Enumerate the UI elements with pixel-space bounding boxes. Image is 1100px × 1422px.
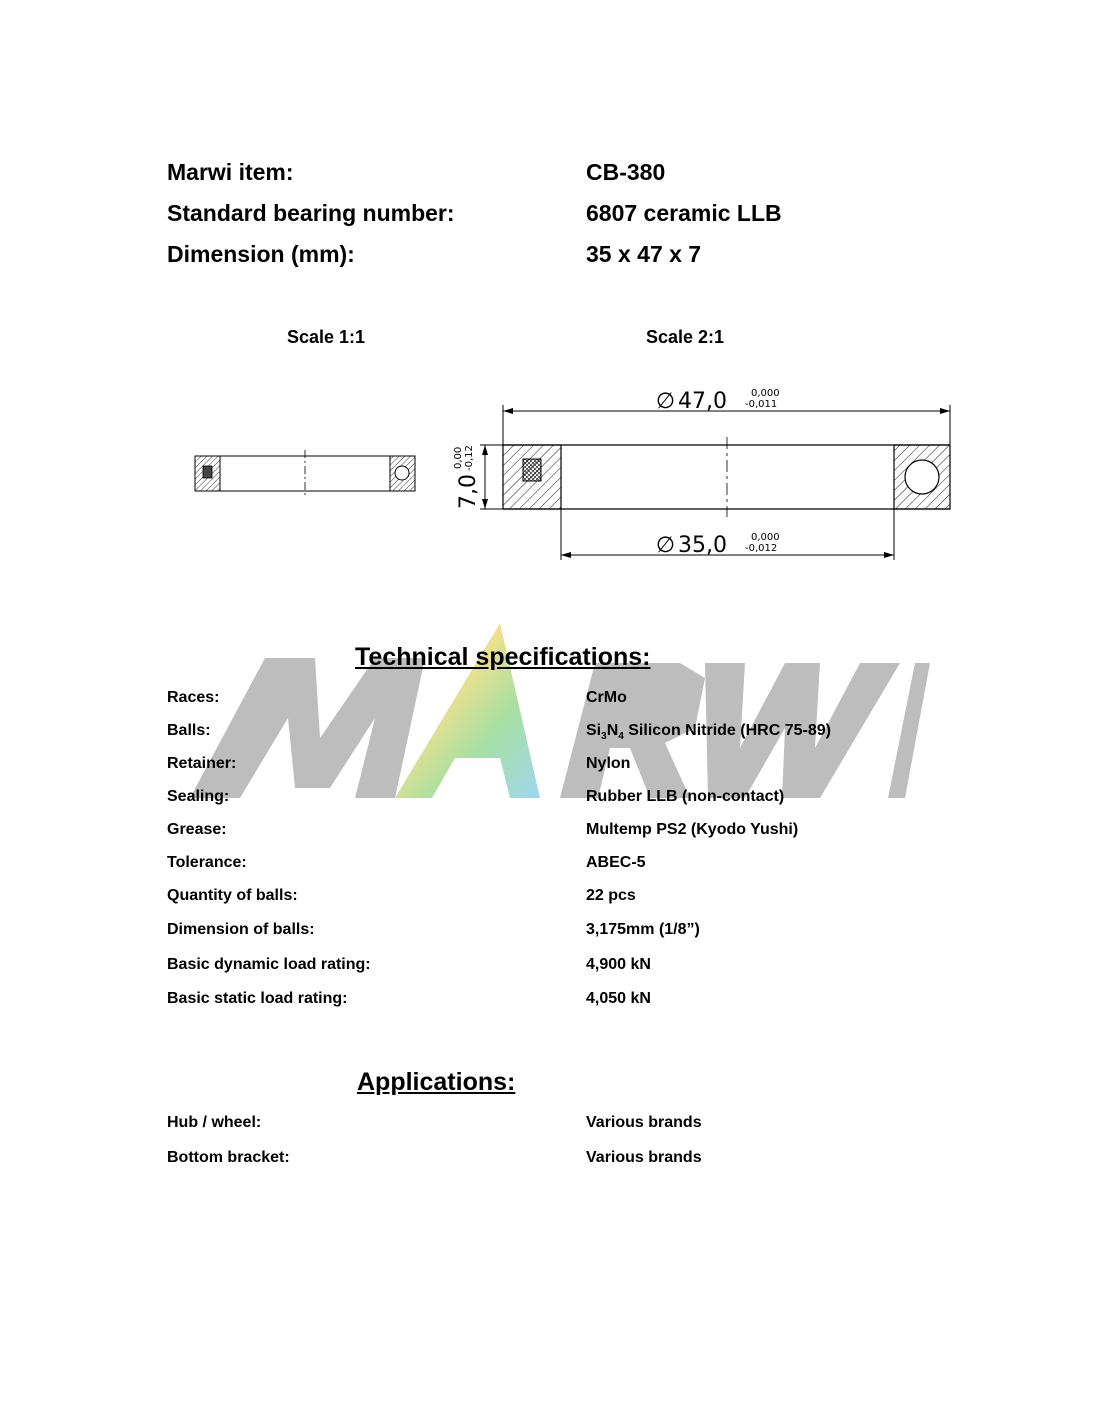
scale-small-label: Scale 1:1	[287, 327, 366, 347]
spec-value: Multemp PS2 (Kyodo Yushi)	[586, 821, 799, 838]
spec-value: Rubber LLB (non-contact)	[586, 788, 785, 805]
spec-value: Nylon	[586, 755, 631, 772]
application-label: Bottom bracket:	[167, 1149, 290, 1166]
spec-label: Grease:	[167, 821, 227, 838]
spec-label: Balls:	[167, 722, 211, 739]
spec-label: Dimension of balls:	[167, 921, 315, 938]
spec-value: 3,175mm (1/8”)	[586, 921, 700, 938]
application-value: Various brands	[586, 1149, 702, 1166]
scale-large-label: Scale 2:1	[646, 327, 725, 347]
applications-title: Applications:	[357, 1068, 516, 1096]
spec-label: Basic static load rating:	[167, 990, 348, 1007]
inner-tol-upper: 0,000	[751, 532, 780, 543]
diameter-icon: ∅	[655, 533, 675, 558]
spec-value: 22 pcs	[586, 887, 636, 904]
dimension-label: Dimension (mm):	[167, 241, 355, 267]
dimension-value: 35 x 47 x 7	[586, 241, 702, 267]
inner-diameter-value: 35,0	[678, 533, 727, 558]
spec-value: 4,050 kN	[586, 990, 651, 1007]
bearing-drawing-large	[445, 375, 965, 575]
width-value: 7,0	[456, 474, 481, 509]
outer-diameter-value: 47,0	[678, 389, 727, 414]
diameter-icon: ∅	[655, 389, 675, 414]
spec-label: Sealing:	[167, 788, 230, 805]
outer-tol-lower: -0,011	[745, 399, 778, 410]
marwi-item-label: Marwi item:	[167, 159, 294, 185]
standard-bearing-label: Standard bearing number:	[167, 200, 455, 226]
spec-label: Tolerance:	[167, 854, 247, 871]
specs-title: Technical specifications:	[355, 643, 651, 671]
application-label: Hub / wheel:	[167, 1114, 262, 1131]
width-tol-lower: -0,12	[464, 445, 475, 471]
inner-tol-lower: -0,012	[745, 543, 778, 554]
marwi-item-value: CB-380	[586, 159, 666, 185]
bearing-drawing-small	[190, 450, 430, 500]
standard-bearing-value: 6807 ceramic LLB	[586, 200, 782, 226]
application-value: Various brands	[586, 1114, 702, 1131]
spec-value: CrMo	[586, 689, 627, 706]
spec-label: Retainer:	[167, 755, 237, 772]
spec-value-balls: $Si_3N_4$ Silicon Nitride (HRC 75-89)	[586, 722, 831, 743]
spec-value: 4,900 kN	[586, 956, 651, 973]
spec-label: Races:	[167, 689, 220, 706]
spec-label: Basic dynamic load rating:	[167, 956, 371, 973]
spec-label: Quantity of balls:	[167, 887, 298, 904]
width-tol-upper: 0,00	[453, 446, 464, 469]
spec-value: ABEC-5	[586, 854, 646, 871]
outer-tol-upper: 0,000	[751, 388, 780, 399]
